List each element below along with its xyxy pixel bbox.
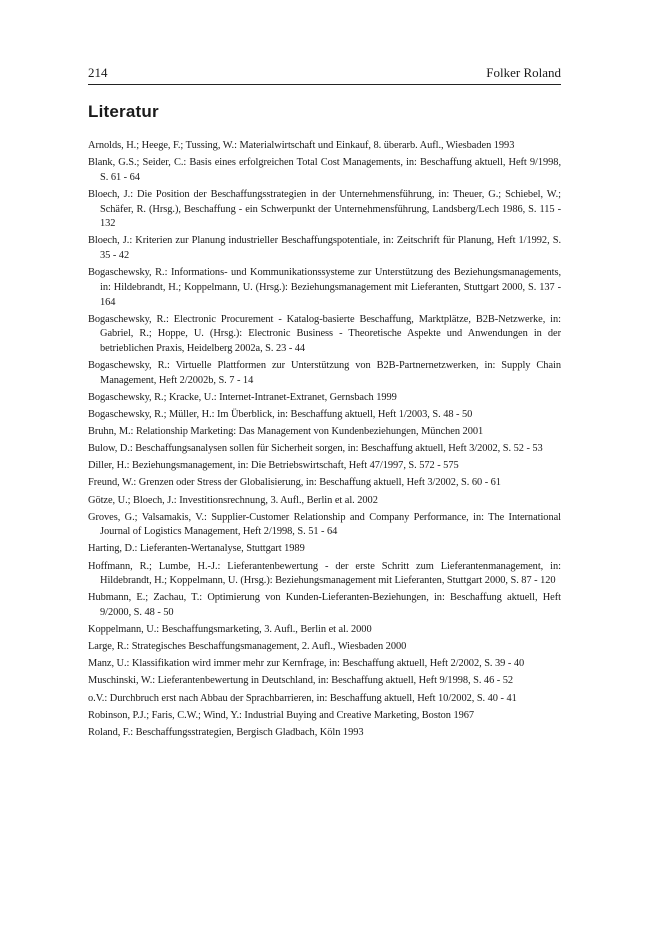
reference-entry: Arnolds, H.; Heege, F.; Tussing, W.: Materialwirtschaft und Einkauf, 8. überarb. Aufl., Wiesbaden 1993 — [88, 140, 515, 151]
reference-entry: Bogaschewsky, R.: Electronic Procurement - Katalog-basierte Beschaffung, Marktplätze, B2B-Netzwerke, in: Gabriel, R.; Hoppe, U. (Hrsg.): Electronic Business - Theoretische Aspekte und Anwendungen in der betrieblichen Praxis, Heidelberg 2002a, S. 23 - 44 — [88, 313, 561, 355]
reference-entry: Muschinski, W.: Lieferantenbewertung in Deutschland, in: Beschaffung aktuell, Heft 9/1998, S. 46 - 52 — [88, 675, 514, 687]
reference-entry: o.V.: Durchbruch erst nach Abbau der Sprachbarrieren, in: Beschaffung aktuell, Heft 10/2002, S. 40 - 41 — [88, 692, 517, 704]
reference-entry: Bruhn, M.: Relationship Marketing: Das Management von Kundenbeziehungen, München 2001 — [88, 426, 484, 438]
reference-entry: Robinson, P.J.; Faris, C.W.; Wind, Y.: Industrial Buying and Creative Marketing, Boston 1967 — [88, 709, 475, 721]
reference-list — [88, 139, 561, 743]
reference-entry: Götze, U.; Bloech, J.: Investitionsrechnung, 3. Aufl., Berlin et al. 2002 — [88, 494, 378, 506]
reference-entry: Blank, G.S.; Seider, C.: Basis eines erfolgreichen Total Cost Managements, in: Beschaffung aktuell, Heft 9/1998, S. 61 - 64 — [88, 157, 561, 183]
reference-entry: Bloech, J.: Kriterien zur Planung industrieller Beschaffungspotentiale, in: Zeitschrift für Planung, Heft 1/1992, S. 35 - 42 — [88, 235, 561, 262]
running-header-author: Folker Roland — [486, 65, 561, 80]
reference-entry: Manz, U.: Klassifikation wird immer mehr zur Kernfrage, in: Beschaffung aktuell, Heft 2/2002, S. 39 - 40 — [88, 658, 525, 670]
reference-entry: Hoffmann, R.; Lumbe, H.-J.: Lieferantenbewertung - der erste Schritt zum Lieferantenmanagement, in: Hildebrandt, H.; Koppelmann, U. (Hrsg.): Beziehungsmanagement mit Lieferanten, Stuttgart 2000, S. 87 - 120 — [88, 560, 561, 587]
reference-entry: Large, R.: Strategisches Beschaffungsmanagement, 2. Aufl., Wiesbaden 2000 — [88, 641, 407, 653]
reference-entry: Bogaschewsky, R.; Kracke, U.: Internet-Intranet-Extranet, Gernsbach 1999 — [88, 391, 397, 403]
reference-entry: Roland, F.: Beschaffungsstrategien, Bergisch Gladbach, Köln 1993 — [88, 726, 364, 738]
reference-entry: Harting, D.: Lieferanten-Wertanalyse, Stuttgart 1989 — [88, 543, 305, 555]
reference-entry: Freund, W.: Grenzen oder Stress der Globalisierung, in: Beschaffung aktuell, Heft 3/2002, S. 60 - 61 — [88, 477, 501, 489]
reference-entry: Bogaschewsky, R.: Virtuelle Plattformen zur Unterstützung von B2B-Partnernetzwerken, in: Supply Chain Management, Heft 2/2002b, S. 7 - 14 — [88, 360, 561, 386]
section-title: Literatur — [88, 102, 159, 121]
reference-entry: Bulow, D.: Beschaffungsanalysen sollen für Sicherheit sorgen, in: Beschaffung aktuell, Heft 3/2002, S. 52 - 53 — [88, 443, 543, 455]
reference-entry: Koppelmann, U.: Beschaffungsmarketing, 3. Aufl., Berlin et al. 2000 — [88, 624, 372, 636]
reference-entry: Bogaschewsky, R.; Müller, H.: Im Überblick, in: Beschaffung aktuell, Heft 1/2003, S. 48 - 50 — [88, 409, 473, 421]
reference-entry: Bogaschewsky, R.: Informations- und Kommunikationssysteme zur Unterstützung des Beziehungsmanagements, in: Hildebrandt, H.; Koppelmann, U. (Hrsg.): Beziehungsmanagement mit Lieferanten, Stuttgart 2000, S. 137 - 164 — [88, 267, 561, 308]
page-number: 214 — [88, 65, 108, 80]
reference-entry: Bloech, J.: Die Position der Beschaffungsstrategien in der Unternehmensführung, in: Theuer, G.; Schiebel, W.; Schäfer, R. (Hrsg.), Beschaffung - ein Schwerpunkt der Unternehmensführung, Landsberg/Lech 1986, S. 115 - 132 — [88, 188, 561, 230]
running-header — [88, 62, 561, 85]
reference-entry: Groves, G.; Valsamakis, V.: Supplier-Customer Relationship and Company Performance, in: The International Journal of Logistics Management, Heft 2/1998, S. 51 - 64 — [88, 511, 561, 538]
reference-entry: Hubmann, E.; Zachau, T.: Optimierung von Kunden-Lieferanten-Beziehungen, in: Beschaffung aktuell, Heft 9/2000, S. 48 - 50 — [88, 592, 561, 619]
reference-entry: Diller, H.: Beziehungsmanagement, in: Die Betriebswirtschaft, Heft 47/1997, S. 572 - 575 — [88, 460, 459, 472]
